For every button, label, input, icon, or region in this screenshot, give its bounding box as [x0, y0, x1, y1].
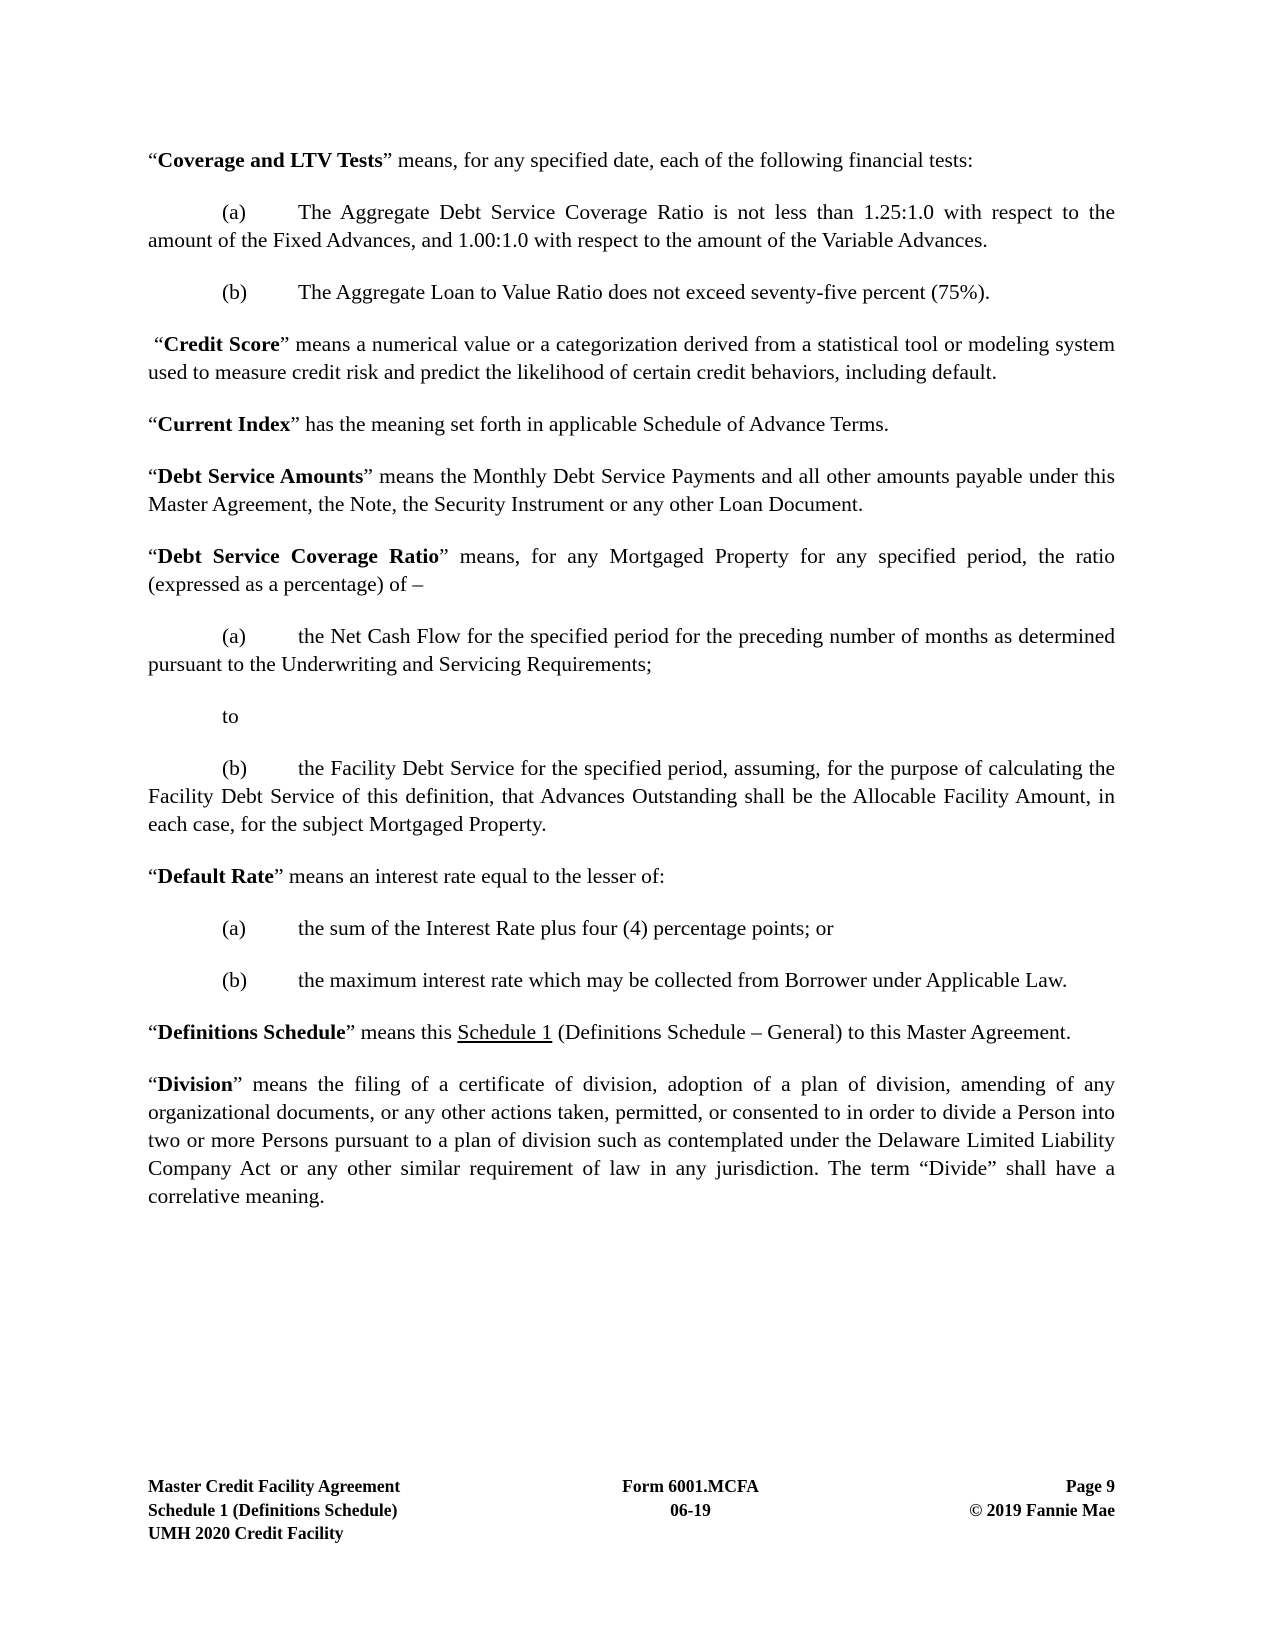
definition-text: means the filing of a certificate of division, adoption of a plan of division, amending of any organizational documents, or any other actions taken, permitted, or consented to in order to divide a Person into two or more Persons pursuant to a plan of division such as contemplated under the Delaware Limited Liability Company Act or any other similar requirement of law in any jurisdiction. The term “Divide” shall have a correlative meaning.	[148, 1072, 1115, 1208]
clause-text: The Aggregate Loan to Value Ratio does not exceed seventy-five percent (75%).	[298, 280, 991, 304]
subclause-b	[148, 966, 1115, 994]
defined-term: Default Rate	[157, 864, 274, 888]
connector-to: to	[222, 704, 239, 728]
definition-definitions-schedule: “Definitions Schedule” means this Schedule 1 (Definitions Schedule – General) to this Master Agreement.	[148, 1020, 1072, 1044]
page-footer	[148, 1475, 1115, 1555]
clause-marker: (b)	[222, 756, 248, 780]
footer-page-info	[969, 1475, 1115, 1522]
clause-marker: (a)	[222, 200, 246, 224]
footer-form-number: Form 6001.MCFA	[622, 1476, 759, 1496]
definition-text: means an interest rate equal to the lesser of:	[283, 864, 666, 888]
footer-form-info	[598, 1475, 783, 1522]
footer-copyright: © 2019 Fannie Mae	[969, 1499, 1115, 1520]
subclause-a	[148, 622, 1115, 678]
footer-page-number: Page 9	[1065, 1476, 1115, 1496]
definition-debt-service-coverage-ratio: “Debt Service Coverage Ratio” means, for any Mortgaged Property for any specified period, the ratio (expressed as a percentage) of –	[148, 544, 1115, 596]
clause-marker: (b)	[222, 280, 248, 304]
defined-term: Definitions Schedule	[157, 1020, 346, 1044]
definition-coverage-ltv-tests: “Coverage and LTV Tests” means, for any specified date, each of the following financial tests:	[148, 148, 974, 172]
clause-marker: (b)	[222, 968, 248, 992]
schedule-reference: Schedule 1	[457, 1020, 553, 1044]
definition-text: means, for any specified date, each of the following financial tests:	[392, 148, 974, 172]
definition-debt-service-amounts: “Debt Service Amounts” means the Monthly Debt Service Payments and all other amounts payable under this Master Agreement, the Note, the Security Instrument or any other Loan Document.	[148, 464, 1116, 516]
subclause-a	[148, 198, 1115, 254]
subclause-a	[148, 914, 1115, 942]
clause-marker: (a)	[222, 916, 246, 940]
subclause-b	[148, 754, 1115, 838]
footer-form-date: 06-19	[670, 1499, 711, 1520]
footer-agreement-title: Master Credit Facility Agreement	[148, 1476, 401, 1496]
definition-text: means a numerical value or a categorization derived from a statistical tool or modeling system used to measure credit risk and predict the likelihood of certain credit behaviors, including default.	[148, 332, 1116, 384]
definition-text: has the meaning set forth in applicable Schedule of Advance Terms.	[299, 412, 890, 436]
definition-text: means the Monthly Debt Service Payments and all other amounts payable under this Master Agreement, the Note, the Security Instrument or any other Loan Document.	[148, 464, 1116, 516]
definitions-body	[148, 146, 1115, 1234]
defined-term: Current Index	[157, 412, 291, 436]
definition-credit-score: “Credit Score” means a numerical value or a categorization derived from a statistical tool or modeling system used to measure credit risk and predict the likelihood of certain credit behaviors, including default.	[148, 332, 1116, 384]
defined-term: Debt Service Coverage Ratio	[157, 544, 440, 568]
clause-text: the Facility Debt Service for the specified period, assuming, for the purpose of calculating the Facility Debt Service of this definition, that Advances Outstanding shall be the Allocable Facility Amount, in each case, for the subject Mortgaged Property.	[148, 756, 1115, 836]
footer-facility-name: UMH 2020 Credit Facility	[148, 1523, 344, 1543]
defined-term: Credit Score	[163, 332, 280, 356]
footer-schedule-title: Schedule 1 (Definitions Schedule)	[148, 1499, 398, 1520]
clause-text: The Aggregate Debt Service Coverage Ratio is not less than 1.25:1.0 with respect to the amount of the Fixed Advances, and 1.00:1.0 with respect to the amount of the Variable Advances.	[148, 200, 1115, 252]
clause-text: the sum of the Interest Rate plus four (4) percentage points; or	[298, 916, 834, 940]
definition-default-rate: “Default Rate” means an interest rate equal to the lesser of:	[148, 864, 666, 888]
definition-text-continued: (Definitions Schedule – General) to this Master Agreement.	[552, 1020, 1072, 1044]
clause-text: the Net Cash Flow for the specified period for the preceding number of months as determined pursuant to the Underwriting and Servicing Requirements;	[148, 624, 1115, 676]
defined-term: Coverage and LTV Tests	[157, 148, 383, 172]
definition-current-index: “Current Index” has the meaning set forth in applicable Schedule of Advance Terms.	[148, 412, 890, 436]
definition-division: “Division” means the filing of a certificate of division, adoption of a plan of division, amending of any organizational documents, or any other actions taken, permitted, or consented to in order to divide a Person into two or more Persons pursuant to a plan of division such as contemplated under the Delaware Limited Liability Company Act or any other similar requirement of law in any jurisdiction. The term “Divide” shall have a correlative meaning.	[148, 1072, 1115, 1208]
subclause-b	[148, 278, 1115, 306]
definition-text: means this	[355, 1020, 458, 1044]
footer-document-info	[148, 1475, 400, 1546]
clause-text: the maximum interest rate which may be collected from Borrower under Applicable Law.	[298, 968, 1068, 992]
defined-term: Division	[157, 1072, 233, 1096]
clause-marker: (a)	[222, 624, 246, 648]
defined-term: Debt Service Amounts	[157, 464, 364, 488]
definition-text: means, for any Mortgaged Property for any specified period, the ratio (expressed as a percentage) of –	[148, 544, 1115, 596]
